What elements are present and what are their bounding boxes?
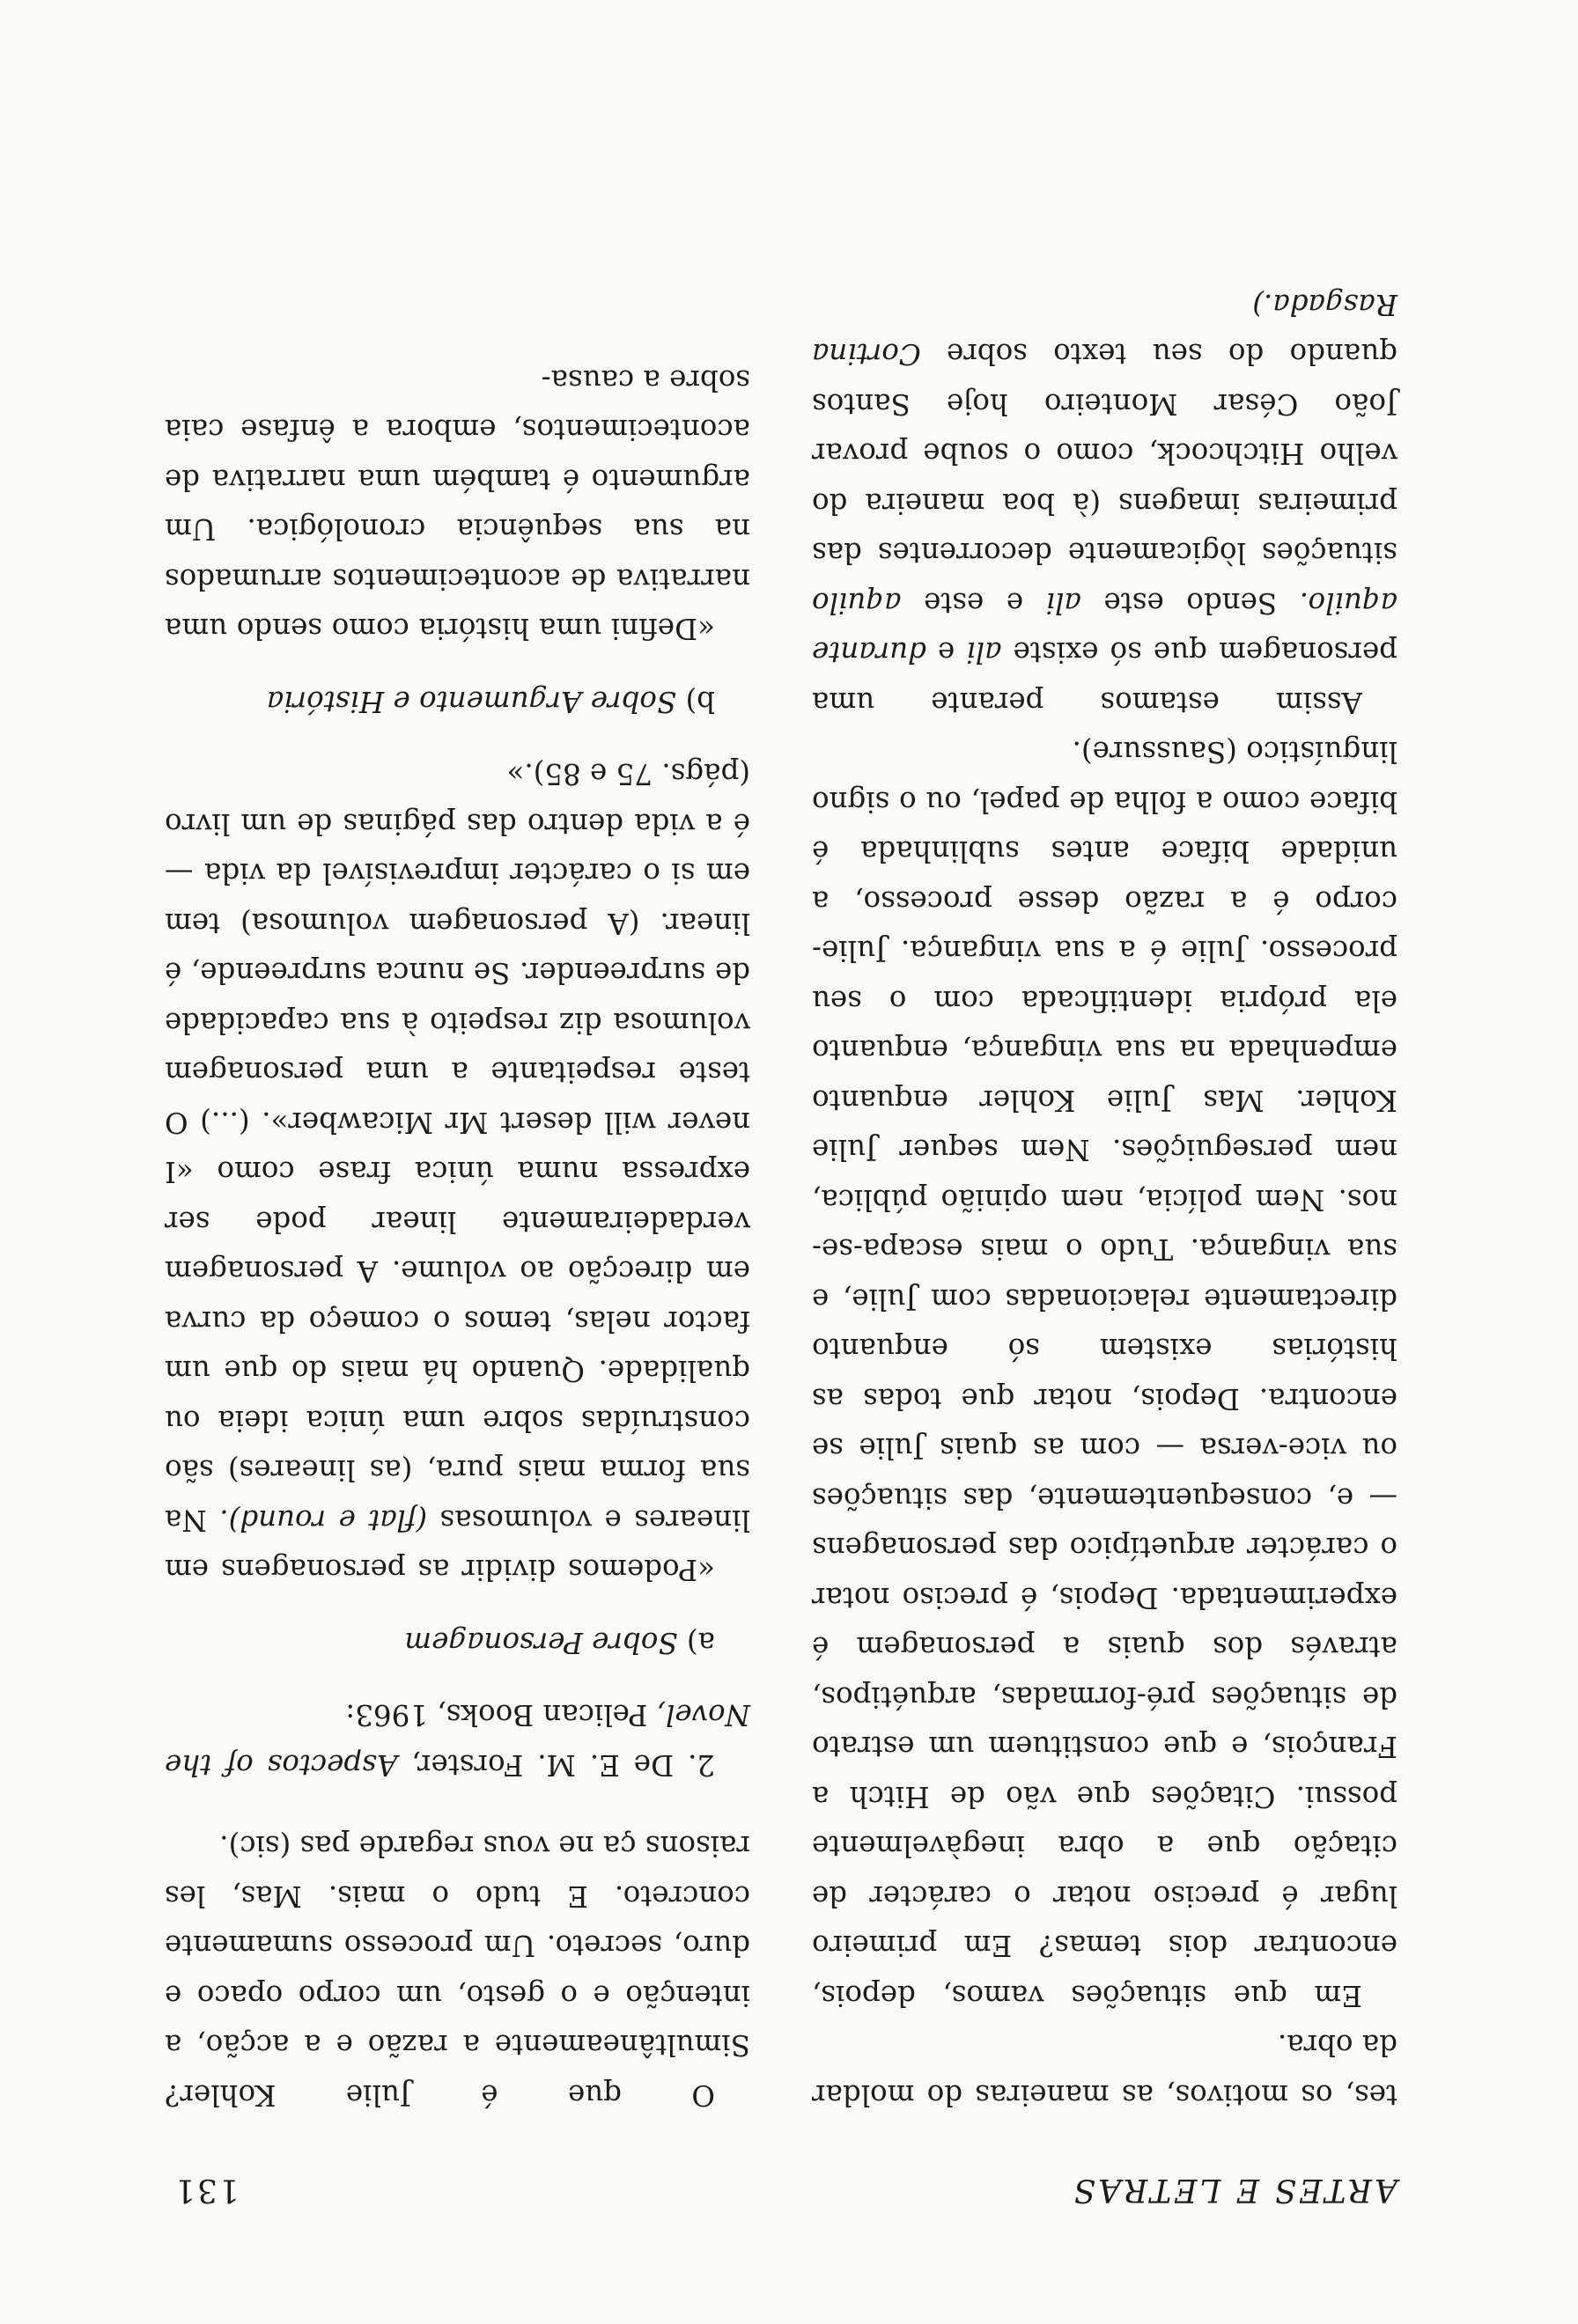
text-run: e bbox=[925, 636, 967, 670]
text-run: Na sua forma mais pura, (as lineares) são construídas sobre uma única ideia ou qualidade. Quando há mais do que um factor nelas, temos o começo da curva em direcção ao volume. A personagem verdadeiramente linear pode ser expressa numa única frase como «I never will desert Mr Micawber». (...) O teste respeitante a uma personagem volumosa diz respeito à sua capacidade de surpreender. Se nunca surpreende, é linear. (A personagem volumosa) tem em si o carácter imprevisível da vida — é a vida dentro das páginas de um livro (págs. 75 e 85).» bbox=[165, 757, 750, 1537]
left-paragraph-1: tes, os motivos, as maneiras do moldar da obra. bbox=[812, 2028, 1397, 2112]
emphasis: aquilo bbox=[812, 586, 902, 620]
page-header bbox=[173, 2155, 1397, 2208]
quote-b: «Defini uma história como sendo uma narrativa de acontecimentos arrumados na sua sequência cronológica. Um argumento é também uma narrativa de acontecimentos, embora a ênfase caia sobre a causa- bbox=[165, 364, 750, 646]
text-run: «Podemos dividir as personagens em lineares e volumosas bbox=[165, 1504, 750, 1587]
right-column bbox=[165, 356, 750, 2121]
text-run: e este bbox=[901, 586, 1046, 620]
book-title: Aspectos of the Novel, bbox=[165, 1698, 750, 1782]
subsection-title: Sobre Personagem bbox=[404, 1626, 678, 1659]
emphasis: Cortina Rasgada.) bbox=[812, 288, 1397, 371]
text-run: Sendo este bbox=[1080, 586, 1300, 620]
emphasis: ali bbox=[966, 636, 1002, 670]
subsection-a-heading bbox=[165, 1618, 750, 1668]
spacer bbox=[165, 726, 750, 749]
left-paragraph-2: Em que situações vamos, depois, encontrar dois temas? Em primeiro lugar é preciso notar o carácter de citação que a obra inegàvelmente possui. Citações que vão de Hitch a François, e que constituem um estrato de situações pré-formadas, arquétipos, através dos quais a personagem é experimentada. Depois, é preciso notar o carácter arquetípico das personagens — e, consequentemente, das situações ou vice-versa — com as quais Julie se encontra. Depois, notar que todas as histórias existem só enquanto directamente relacionadas com Julie, e sua vingança. Tudo o mais escapa-se-nos. Nem polícia, nem opinião pública, nem perseguições. Nem sequer Julie Kohler. Mas Julie Kohler enquanto empenhada na sua vingança, enquanto ela própria identificada com o seu processo. Julie é a sua vingança. Julie-corpo é a razão desse processo, a unidade biface antes sublinhada é biface como a folha de papel, ou o signo linguístico (Saussure). bbox=[812, 735, 1397, 2012]
emphasis: (flat e round). bbox=[219, 1504, 428, 1537]
text-run: Assim estamos perante uma personagem que só existe bbox=[812, 636, 1397, 719]
page-number: 131 bbox=[173, 2172, 240, 2208]
subsection-label: b) bbox=[685, 685, 715, 718]
subsection-b-heading bbox=[165, 677, 750, 727]
running-title: ARTES E LETRAS bbox=[1071, 2172, 1397, 2208]
spacer bbox=[165, 1790, 750, 1821]
section-number: 2. bbox=[687, 1748, 715, 1782]
subsection-label: a) bbox=[686, 1626, 715, 1659]
spacer bbox=[165, 1595, 750, 1618]
subsection-title: Sobre Argumento e História bbox=[266, 685, 677, 718]
emphasis: durante aquilo. bbox=[812, 586, 1397, 670]
section-2-heading bbox=[165, 1690, 750, 1790]
left-paragraph-3 bbox=[812, 280, 1397, 728]
left-column bbox=[812, 280, 1397, 2121]
text-run: De E. M. Forster, bbox=[397, 1748, 675, 1782]
right-paragraph-1: O que é Julie Kohler? Simultâneamente a razão e a acção, a intenção e o gesto, um corpo opaco e duro, secreto. Um processo sumamente concreto. E tudo o mais. Mas, les raisons ça ne vous regarde pas (sic). bbox=[165, 1829, 750, 2112]
text-run: situações lògicamente decorrentes das primeiras imagens (à boa maneira do velho Hitchcock, como o soube provar João César Monteiro hoje Santos quando do seu texto sobre bbox=[812, 337, 1397, 570]
emphasis: ali bbox=[1045, 586, 1081, 620]
quote-a bbox=[165, 749, 750, 1595]
spacer bbox=[165, 1667, 750, 1690]
text-run: Pelican Books, 1963: bbox=[345, 1698, 657, 1732]
spacer bbox=[165, 654, 750, 677]
